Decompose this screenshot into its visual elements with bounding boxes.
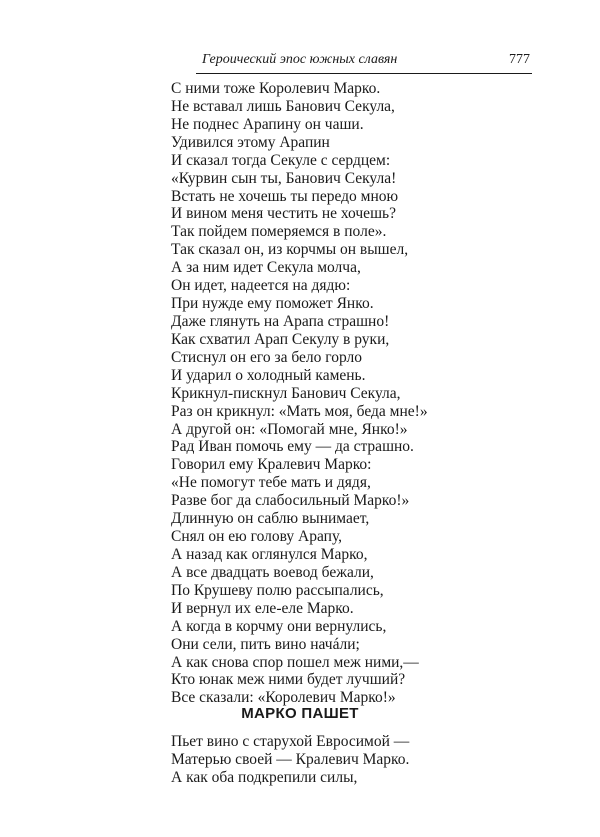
verse-line: Пьет вино с старухой Евросимой — <box>171 733 410 750</box>
verse-line: При нужде ему поможет Янко. <box>171 295 374 313</box>
verse-line: Не поднес Арапину он чаши. <box>171 115 364 133</box>
verse-line: «Курвин сын ты, Банович Секула! <box>171 169 397 187</box>
verse-line: Так сказал он, из корчмы он вышел, <box>171 241 409 259</box>
verse-line: Длинную он саблю вынимает, <box>171 510 370 528</box>
verse-line: Он идет, надеется на дядю: <box>171 277 351 295</box>
running-title: Героический эпос южных славян <box>202 52 398 67</box>
verse-line: Матерью своей — Кралевич Марко. <box>171 750 410 768</box>
verse-line: «Не помогут тебе мать и дядя, <box>171 474 371 492</box>
verse-line: Снял он ею голову Арапу, <box>171 528 343 546</box>
verse-line: С ними тоже Королевич Марко. <box>171 80 381 97</box>
verse-line: Разве бог да слабосильный Марко!» <box>171 492 410 510</box>
verse-line: Даже глянуть на Арапа страшно! <box>171 312 390 330</box>
verse-line: А как снова спор пошел меж ними,— <box>171 653 419 671</box>
verse-line: Кто юнак меж ними будет лучший? <box>171 671 406 689</box>
section-title: МАРКО ПАШЕТ <box>241 705 359 722</box>
verse-line: Все сказали: «Королевич Марко!» <box>171 689 396 707</box>
verse-line: И сказал тогда Секуле с сердцем: <box>171 151 391 169</box>
running-header <box>196 51 532 74</box>
poem-text <box>171 80 501 707</box>
verse-line: Крикнул-пискнул Банович Секула, <box>171 384 401 402</box>
verse-line: Стиснул он его за бело горло <box>171 348 363 366</box>
verse-line: А за ним идет Секула молча, <box>171 259 361 277</box>
section-poem-text <box>171 733 501 787</box>
verse-line: Встать не хочешь ты передо мною <box>171 187 399 205</box>
verse-line: И ударил о холодный камень. <box>171 366 366 384</box>
verse-line: Говорил ему Кралевич Марко: <box>171 456 372 474</box>
verse-line: А назад как оглянулся Марко, <box>171 545 368 563</box>
verse-line: По Крушеву полю рассыпались, <box>171 581 384 599</box>
verse-line: Как схватил Арап Секулу в руки, <box>171 330 390 348</box>
verse-line: А когда в корчму они вернулись, <box>171 617 387 635</box>
verse-line: Не вставал лишь Банович Секула, <box>171 97 395 115</box>
verse-line: И вернул их еле-еле Марко. <box>171 599 354 617</box>
verse-line: А как оба подкрепили силы, <box>171 768 358 786</box>
verse-line: Раз он крикнул: «Мать моя, беда мне!» <box>171 402 428 420</box>
verse-line: Удивился этому Арапин <box>171 133 330 151</box>
verse-line: А все двадцать воевод бежали, <box>171 563 374 581</box>
verse-line: Так пойдем померяемся в поле». <box>171 223 387 241</box>
verse-line: Рад Иван помочь ему — да страшно. <box>171 438 414 456</box>
verse-line: А другой он: «Помогай мне, Янко!» <box>171 420 408 438</box>
verse-line: И вином меня честить не хочешь? <box>171 205 396 223</box>
verse-line: Они сели, пить вино начáли; <box>171 635 360 653</box>
page-number: 777 <box>509 52 530 67</box>
